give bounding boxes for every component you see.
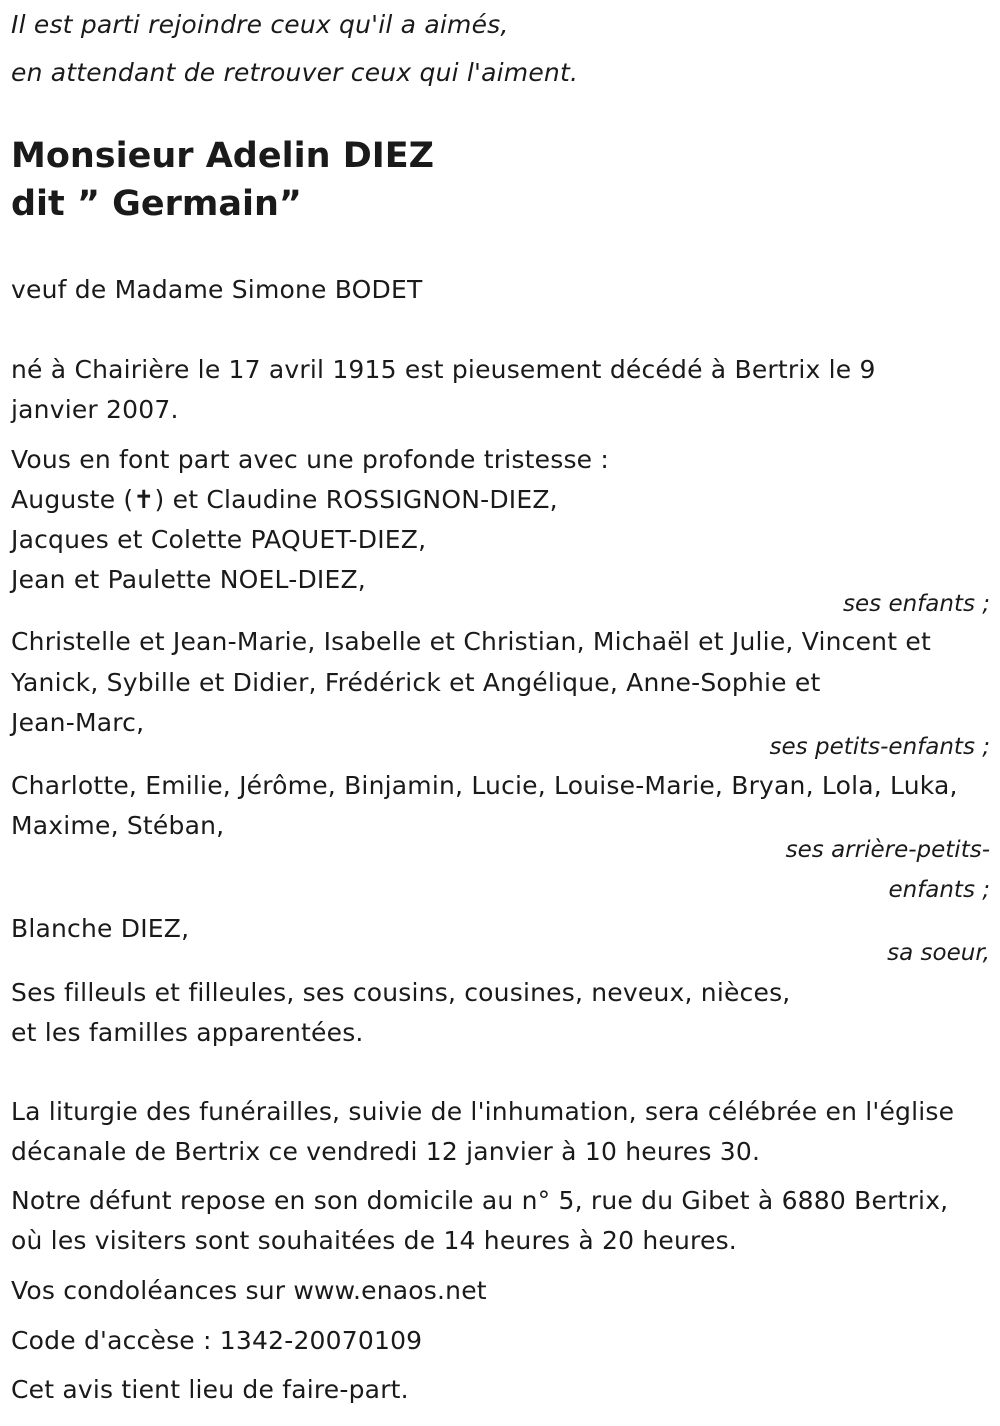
funeral-line-2: décanale de Bertrix ce vendredi 12 janvier à 10 heures 30. bbox=[11, 1137, 761, 1166]
birth-death-line-2: janvier 2007. bbox=[11, 395, 179, 424]
others-line-2: et les familles apparentées. bbox=[11, 1018, 364, 1047]
closing-line: Cet avis tient lieu de faire-part. bbox=[11, 1375, 409, 1404]
great-grandchildren-role-2: enfants ; bbox=[888, 877, 990, 903]
grandchildren-line-3: Jean-Marc, bbox=[11, 708, 145, 737]
sister-name: Blanche DIEZ, bbox=[11, 914, 190, 943]
condolences-line: Vos condoléances sur www.enaos.net bbox=[11, 1276, 487, 1305]
repose-line-1: Notre défunt repose en son domicile au n° 5, rue du Gibet à 6880 Bertrix, bbox=[11, 1186, 949, 1215]
sister-role: sa soeur, bbox=[887, 940, 990, 966]
access-code-line: Code d'accèse : 1342-20070109 bbox=[11, 1326, 423, 1355]
children-line-2: Jacques et Colette PAQUET-DIEZ, bbox=[11, 525, 427, 554]
great-grandchildren-line-1: Charlotte, Emilie, Jérôme, Binjamin, Lucie, Louise-Marie, Bryan, Lola, Luka, bbox=[11, 771, 958, 800]
birth-death-line-1: né à Chairière le 17 avril 1915 est pieusement décédé à Bertrix le 9 bbox=[11, 355, 876, 384]
children-line-3: Jean et Paulette NOEL-DIEZ, bbox=[11, 565, 366, 594]
announce-line: Vous en font part avec une profonde tristesse : bbox=[11, 445, 610, 474]
others-line-1: Ses filleuls et filleules, ses cousins, cousines, neveux, nièces, bbox=[11, 978, 791, 1007]
children-role: ses enfants ; bbox=[843, 591, 990, 617]
epitaph-line-1: Il est parti rejoindre ceux qu'il a aimés, bbox=[11, 10, 509, 39]
deceased-nickname: dit ” Germain” bbox=[11, 184, 302, 224]
deceased-name: Monsieur Adelin DIEZ bbox=[11, 136, 435, 176]
epitaph-line-2: en attendant de retrouver ceux qui l'aiment. bbox=[11, 58, 579, 87]
children-line-1: Auguste (✝) et Claudine ROSSIGNON-DIEZ, bbox=[11, 485, 558, 514]
funeral-line-1: La liturgie des funérailles, suivie de l'inhumation, sera célébrée en l'église bbox=[11, 1097, 955, 1126]
great-grandchildren-line-2: Maxime, Stéban, bbox=[11, 811, 225, 840]
grandchildren-role: ses petits-enfants ; bbox=[769, 734, 990, 760]
grandchildren-line-1: Christelle et Jean-Marie, Isabelle et Christian, Michaël et Julie, Vincent et bbox=[11, 627, 931, 656]
grandchildren-line-2: Yanick, Sybille et Didier, Frédérick et Angélique, Anne-Sophie et bbox=[11, 668, 821, 697]
widower-line: veuf de Madame Simone BODET bbox=[11, 275, 423, 304]
repose-line-2: où les visiters sont souhaitées de 14 heures à 20 heures. bbox=[11, 1226, 737, 1255]
great-grandchildren-role-1: ses arrière-petits- bbox=[785, 837, 990, 863]
